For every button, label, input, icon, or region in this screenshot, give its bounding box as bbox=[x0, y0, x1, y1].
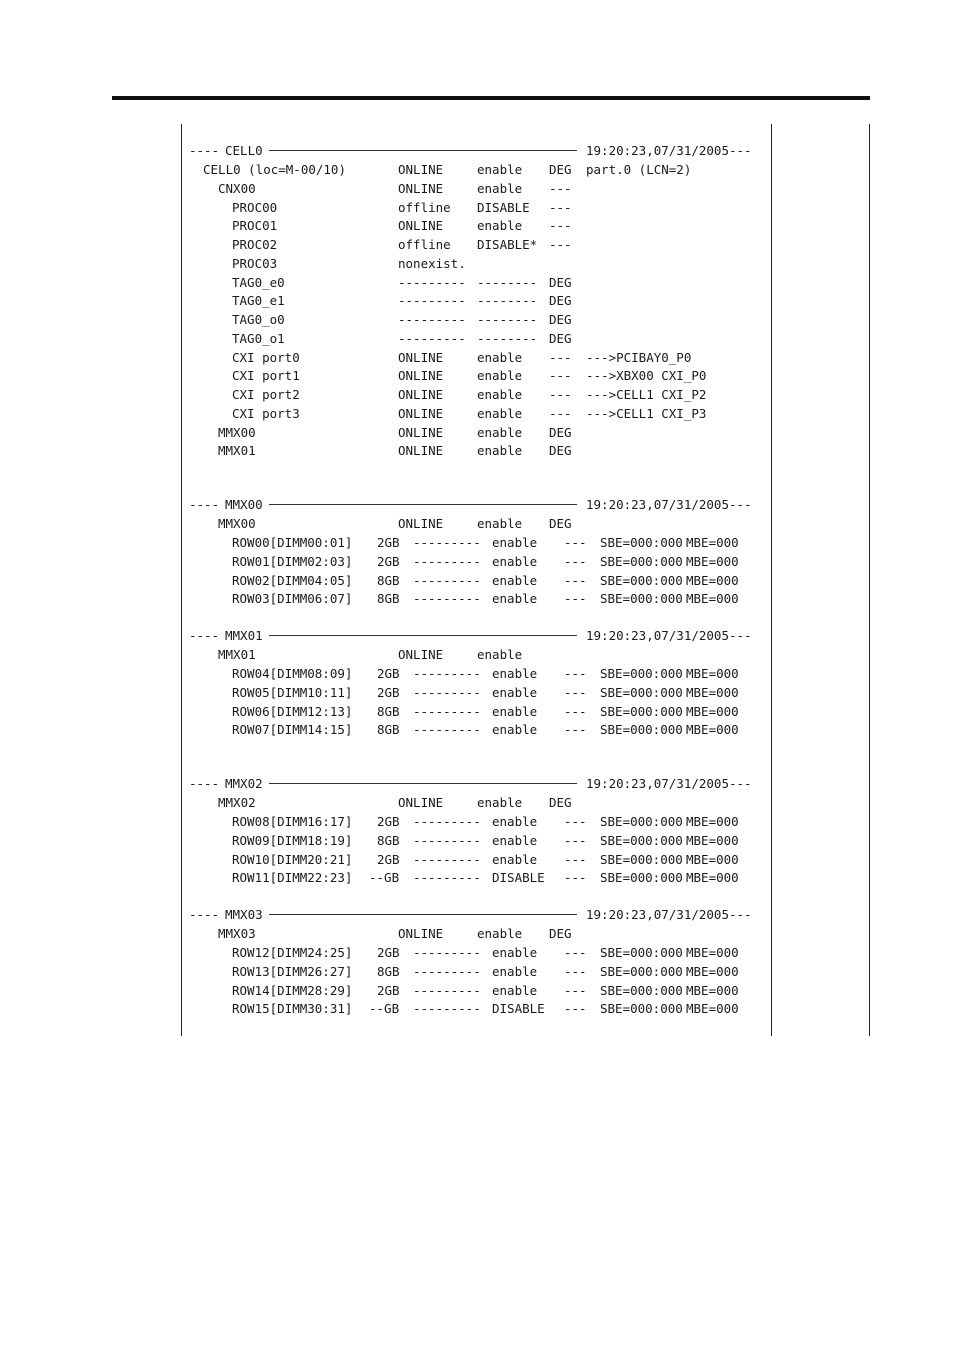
component-enable: enable bbox=[477, 180, 523, 196]
dimm-sbe: SBE=000:000 bbox=[600, 572, 683, 588]
header-name: MMX01 bbox=[225, 628, 263, 643]
dimm-state-dashes: --------- bbox=[413, 963, 481, 979]
component-state: offline bbox=[398, 199, 451, 215]
dimm-size: 2GB bbox=[377, 814, 400, 829]
dimm-size: 8GB bbox=[377, 591, 400, 607]
component-state: ONLINE bbox=[398, 405, 444, 421]
dimm-mbe: MBE=000 bbox=[686, 832, 739, 848]
console-line bbox=[189, 179, 769, 198]
header-lead-dashes: ---- bbox=[189, 776, 220, 791]
dimm-mbe: MBE=000 bbox=[686, 870, 739, 886]
dimm-size: --GB bbox=[369, 870, 400, 886]
dimm-status: enable bbox=[492, 982, 538, 998]
header-timestamp: 19:20:23,07/31/2005 bbox=[586, 143, 729, 158]
component-name: TAG0_e1 bbox=[232, 293, 285, 309]
dimm-row-id: ROW02[DIMM04:05] bbox=[232, 572, 353, 588]
console-line bbox=[189, 793, 769, 812]
header-lead-dashes: ---- bbox=[189, 907, 220, 922]
dimm-deg: --- bbox=[564, 945, 587, 960]
dimm-mbe: MBE=000 bbox=[686, 1001, 739, 1017]
dimm-state-dashes: --------- bbox=[413, 851, 481, 867]
dimm-deg: --- bbox=[564, 572, 587, 588]
dimm-status: enable bbox=[492, 832, 538, 848]
dimm-size: 2GB bbox=[377, 535, 400, 550]
dimm-row-id: ROW07[DIMM14:15] bbox=[232, 722, 353, 738]
component-deg: --- bbox=[549, 199, 572, 215]
console-line bbox=[189, 141, 769, 160]
component-name: TAG0_o0 bbox=[232, 312, 285, 327]
console-line bbox=[189, 441, 769, 460]
header-dash-rule bbox=[269, 635, 577, 636]
console-line bbox=[189, 831, 769, 850]
console-line bbox=[189, 981, 769, 1000]
dimm-mbe: MBE=000 bbox=[686, 851, 739, 867]
component-name: PROC02 bbox=[232, 237, 278, 252]
dimm-mbe: MBE=000 bbox=[686, 553, 739, 569]
dimm-deg: --- bbox=[564, 870, 587, 886]
console-line bbox=[189, 533, 769, 552]
dimm-state-dashes: --------- bbox=[413, 703, 481, 719]
console-line bbox=[189, 868, 769, 887]
console-line bbox=[189, 626, 769, 645]
component-state: ONLINE bbox=[398, 180, 444, 196]
component-deg: DEG bbox=[549, 330, 572, 346]
component-state: offline bbox=[398, 237, 451, 252]
dimm-size: 2GB bbox=[377, 553, 400, 569]
console-line bbox=[189, 216, 769, 235]
console-line bbox=[189, 720, 769, 739]
component-enable: -------- bbox=[477, 312, 538, 327]
dimm-state-dashes: --------- bbox=[413, 945, 481, 960]
component-state: --------- bbox=[398, 312, 466, 327]
dimm-sbe: SBE=000:000 bbox=[600, 553, 683, 569]
dimm-row-id: ROW09[DIMM18:19] bbox=[232, 832, 353, 848]
component-name: CELL0 (loc=M-00/10) bbox=[203, 162, 346, 177]
header-lead-dashes: ---- bbox=[189, 628, 220, 643]
mmx-enable: enable bbox=[477, 516, 523, 531]
dimm-size: 2GB bbox=[377, 945, 400, 960]
dimm-deg: --- bbox=[564, 832, 587, 848]
component-state: ONLINE bbox=[398, 387, 444, 402]
mmx-state: ONLINE bbox=[398, 926, 444, 941]
mmx-state: ONLINE bbox=[398, 795, 444, 810]
dimm-status: enable bbox=[492, 535, 538, 550]
console-line bbox=[189, 812, 769, 831]
dimm-mbe: MBE=000 bbox=[686, 945, 739, 960]
dimm-sbe: SBE=000:000 bbox=[600, 832, 683, 848]
console-line bbox=[189, 366, 769, 385]
component-note: --->XBX00 CXI_P0 bbox=[586, 368, 707, 384]
component-enable: -------- bbox=[477, 330, 538, 346]
header-name: MMX02 bbox=[225, 776, 263, 791]
header-dash-rule bbox=[269, 914, 577, 915]
dimm-row-id: ROW01[DIMM02:03] bbox=[232, 553, 353, 569]
component-enable: enable bbox=[477, 424, 523, 440]
console-line bbox=[189, 589, 769, 608]
dimm-state-dashes: --------- bbox=[413, 572, 481, 588]
dimm-deg: --- bbox=[564, 722, 587, 738]
dimm-state-dashes: --------- bbox=[413, 553, 481, 569]
component-deg: --- bbox=[549, 405, 572, 421]
component-deg: --- bbox=[549, 349, 572, 365]
dimm-status: enable bbox=[492, 684, 538, 700]
component-state: ONLINE bbox=[398, 443, 444, 459]
frame-right-border bbox=[771, 124, 772, 1036]
mmx-state: ONLINE bbox=[398, 647, 444, 662]
component-state: ONLINE bbox=[398, 162, 444, 177]
console-line bbox=[189, 291, 769, 310]
dimm-mbe: MBE=000 bbox=[686, 982, 739, 998]
mmx-name: MMX01 bbox=[218, 647, 256, 662]
dimm-state-dashes: --------- bbox=[413, 870, 481, 886]
console-line bbox=[189, 514, 769, 533]
mmx-state: ONLINE bbox=[398, 516, 444, 531]
dimm-sbe: SBE=000:000 bbox=[600, 722, 683, 738]
console-line bbox=[189, 999, 769, 1018]
component-enable: enable bbox=[477, 162, 523, 177]
dimm-size: 8GB bbox=[377, 963, 400, 979]
console-line bbox=[189, 329, 769, 348]
component-enable: enable bbox=[477, 368, 523, 384]
mmx-enable: enable bbox=[477, 647, 523, 662]
console-line bbox=[189, 495, 769, 514]
dimm-sbe: SBE=000:000 bbox=[600, 591, 683, 607]
dimm-row-id: ROW10[DIMM20:21] bbox=[232, 851, 353, 867]
dimm-row-id: ROW00[DIMM00:01] bbox=[232, 535, 353, 550]
dimm-mbe: MBE=000 bbox=[686, 535, 739, 550]
dimm-status: enable bbox=[492, 572, 538, 588]
component-enable: -------- bbox=[477, 274, 538, 290]
dimm-mbe: MBE=000 bbox=[686, 684, 739, 700]
console-line bbox=[189, 905, 769, 924]
dimm-status: enable bbox=[492, 945, 538, 960]
dimm-sbe: SBE=000:000 bbox=[600, 945, 683, 960]
component-name: TAG0_o1 bbox=[232, 330, 285, 346]
dimm-mbe: MBE=000 bbox=[686, 572, 739, 588]
header-dash-rule bbox=[269, 504, 577, 505]
mmx-name: MMX02 bbox=[218, 795, 256, 810]
component-deg: DEG bbox=[549, 312, 572, 327]
dimm-row-id: ROW06[DIMM12:13] bbox=[232, 703, 353, 719]
page-top-rule bbox=[112, 96, 870, 100]
component-state: --------- bbox=[398, 293, 466, 309]
component-deg: --- bbox=[549, 237, 572, 252]
console-line bbox=[189, 310, 769, 329]
component-name: MMX00 bbox=[218, 424, 256, 440]
header-name: MMX00 bbox=[225, 497, 263, 512]
dimm-size: 8GB bbox=[377, 722, 400, 738]
header-timestamp: 19:20:23,07/31/2005 bbox=[586, 907, 729, 922]
console-output bbox=[189, 141, 769, 1031]
console-line bbox=[189, 702, 769, 721]
console-line bbox=[189, 273, 769, 292]
dimm-sbe: SBE=000:000 bbox=[600, 851, 683, 867]
dimm-sbe: SBE=000:000 bbox=[600, 870, 683, 886]
dimm-size: 8GB bbox=[377, 572, 400, 588]
component-state: ONLINE bbox=[398, 368, 444, 384]
dimm-deg: --- bbox=[564, 851, 587, 867]
component-state: ONLINE bbox=[398, 424, 444, 440]
dimm-state-dashes: --------- bbox=[413, 666, 481, 681]
component-note: --->CELL1 CXI_P3 bbox=[586, 405, 707, 421]
mmx-deg: DEG bbox=[549, 795, 572, 810]
dimm-size: 8GB bbox=[377, 832, 400, 848]
dimm-size: 2GB bbox=[377, 982, 400, 998]
dimm-state-dashes: --------- bbox=[413, 814, 481, 829]
console-line bbox=[189, 385, 769, 404]
dimm-state-dashes: --------- bbox=[413, 832, 481, 848]
console-line bbox=[189, 198, 769, 217]
component-deg: DEG bbox=[549, 274, 572, 290]
dimm-size: 2GB bbox=[377, 666, 400, 681]
console-line bbox=[189, 645, 769, 664]
console-line bbox=[189, 664, 769, 683]
header-name: CELL0 bbox=[225, 143, 263, 158]
component-enable: enable bbox=[477, 349, 523, 365]
header-dash-rule bbox=[269, 783, 577, 784]
dimm-row-id: ROW15[DIMM30:31] bbox=[232, 1001, 353, 1017]
component-name: CNX00 bbox=[218, 180, 256, 196]
dimm-mbe: MBE=000 bbox=[686, 703, 739, 719]
component-note: --->CELL1 CXI_P2 bbox=[586, 387, 707, 402]
console-line bbox=[189, 423, 769, 442]
dimm-status: enable bbox=[492, 814, 538, 829]
component-deg: DEG bbox=[549, 443, 572, 459]
header-timestamp: 19:20:23,07/31/2005 bbox=[586, 497, 729, 512]
header-trail-dashes: --- bbox=[729, 776, 752, 791]
component-enable: enable bbox=[477, 443, 523, 459]
console-line bbox=[189, 235, 769, 254]
dimm-sbe: SBE=000:000 bbox=[600, 684, 683, 700]
dimm-size: --GB bbox=[369, 1001, 400, 1017]
console-line bbox=[189, 683, 769, 702]
dimm-row-id: ROW11[DIMM22:23] bbox=[232, 870, 353, 886]
dimm-row-id: ROW12[DIMM24:25] bbox=[232, 945, 353, 960]
dimm-deg: --- bbox=[564, 553, 587, 569]
mmx-name: MMX00 bbox=[218, 516, 256, 531]
dimm-row-id: ROW14[DIMM28:29] bbox=[232, 982, 353, 998]
header-trail-dashes: --- bbox=[729, 497, 752, 512]
dimm-state-dashes: --------- bbox=[413, 722, 481, 738]
dimm-status: enable bbox=[492, 851, 538, 867]
header-trail-dashes: --- bbox=[729, 907, 752, 922]
dimm-status: DISABLE bbox=[492, 1001, 545, 1017]
dimm-deg: --- bbox=[564, 535, 587, 550]
dimm-deg: --- bbox=[564, 814, 587, 829]
console-line bbox=[189, 160, 769, 179]
dimm-sbe: SBE=000:000 bbox=[600, 963, 683, 979]
dimm-deg: --- bbox=[564, 591, 587, 607]
component-state: ONLINE bbox=[398, 349, 444, 365]
component-name: CXI port3 bbox=[232, 405, 300, 421]
component-deg: --- bbox=[549, 180, 572, 196]
component-enable: enable bbox=[477, 387, 523, 402]
dimm-status: enable bbox=[492, 666, 538, 681]
component-name: PROC03 bbox=[232, 255, 278, 271]
console-line bbox=[189, 254, 769, 273]
dimm-state-dashes: --------- bbox=[413, 535, 481, 550]
header-timestamp: 19:20:23,07/31/2005 bbox=[586, 776, 729, 791]
console-line bbox=[189, 552, 769, 571]
dimm-status: enable bbox=[492, 703, 538, 719]
component-name: CXI port2 bbox=[232, 387, 300, 402]
dimm-status: enable bbox=[492, 553, 538, 569]
dimm-size: 2GB bbox=[377, 851, 400, 867]
console-line bbox=[189, 774, 769, 793]
header-trail-dashes: --- bbox=[729, 143, 752, 158]
mmx-name: MMX03 bbox=[218, 926, 256, 941]
component-deg: DEG bbox=[549, 293, 572, 309]
console-line bbox=[189, 348, 769, 367]
component-state: --------- bbox=[398, 274, 466, 290]
mmx-deg: DEG bbox=[549, 926, 572, 941]
component-note: part.0 (LCN=2) bbox=[586, 162, 692, 177]
dimm-row-id: ROW05[DIMM10:11] bbox=[232, 684, 353, 700]
dimm-mbe: MBE=000 bbox=[686, 591, 739, 607]
component-enable: DISABLE* bbox=[477, 237, 538, 252]
console-line bbox=[189, 571, 769, 590]
dimm-status: enable bbox=[492, 963, 538, 979]
console-line bbox=[189, 850, 769, 869]
console-line bbox=[189, 924, 769, 943]
header-trail-dashes: --- bbox=[729, 628, 752, 643]
dimm-row-id: ROW03[DIMM06:07] bbox=[232, 591, 353, 607]
dimm-deg: --- bbox=[564, 982, 587, 998]
dimm-sbe: SBE=000:000 bbox=[600, 703, 683, 719]
header-lead-dashes: ---- bbox=[189, 497, 220, 512]
frame-left-border bbox=[181, 124, 182, 1036]
dimm-state-dashes: --------- bbox=[413, 684, 481, 700]
component-state: nonexist. bbox=[398, 255, 466, 271]
component-enable: DISABLE bbox=[477, 199, 530, 215]
component-deg: DEG bbox=[549, 162, 572, 177]
dimm-sbe: SBE=000:000 bbox=[600, 814, 683, 829]
dimm-state-dashes: --------- bbox=[413, 982, 481, 998]
mmx-enable: enable bbox=[477, 926, 523, 941]
component-note: --->PCIBAY0_P0 bbox=[586, 349, 692, 365]
component-name: PROC00 bbox=[232, 199, 278, 215]
dimm-mbe: MBE=000 bbox=[686, 963, 739, 979]
console-line bbox=[189, 404, 769, 423]
header-dash-rule bbox=[269, 150, 577, 151]
dimm-row-id: ROW13[DIMM26:27] bbox=[232, 963, 353, 979]
dimm-deg: --- bbox=[564, 684, 587, 700]
dimm-status: enable bbox=[492, 722, 538, 738]
dimm-mbe: MBE=000 bbox=[686, 722, 739, 738]
dimm-sbe: SBE=000:000 bbox=[600, 666, 683, 681]
dimm-deg: --- bbox=[564, 963, 587, 979]
component-state: --------- bbox=[398, 330, 466, 346]
component-name: TAG0_e0 bbox=[232, 274, 285, 290]
dimm-size: 2GB bbox=[377, 684, 400, 700]
page-right-border bbox=[869, 124, 870, 1036]
component-deg: --- bbox=[549, 218, 572, 234]
component-name: PROC01 bbox=[232, 218, 278, 234]
dimm-mbe: MBE=000 bbox=[686, 814, 739, 829]
dimm-sbe: SBE=000:000 bbox=[600, 1001, 683, 1017]
component-deg: DEG bbox=[549, 424, 572, 440]
component-enable: -------- bbox=[477, 293, 538, 309]
component-state: ONLINE bbox=[398, 218, 444, 234]
dimm-deg: --- bbox=[564, 1001, 587, 1017]
dimm-row-id: ROW04[DIMM08:09] bbox=[232, 666, 353, 681]
dimm-deg: --- bbox=[564, 703, 587, 719]
component-deg: --- bbox=[549, 368, 572, 384]
dimm-size: 8GB bbox=[377, 703, 400, 719]
component-name: MMX01 bbox=[218, 443, 256, 459]
dimm-status: enable bbox=[492, 591, 538, 607]
dimm-mbe: MBE=000 bbox=[686, 666, 739, 681]
console-line bbox=[189, 943, 769, 962]
dimm-row-id: ROW08[DIMM16:17] bbox=[232, 814, 353, 829]
console-line bbox=[189, 962, 769, 981]
dimm-status: DISABLE bbox=[492, 870, 545, 886]
component-deg: --- bbox=[549, 387, 572, 402]
mmx-enable: enable bbox=[477, 795, 523, 810]
dimm-state-dashes: --------- bbox=[413, 1001, 481, 1017]
dimm-deg: --- bbox=[564, 666, 587, 681]
component-enable: enable bbox=[477, 218, 523, 234]
header-timestamp: 19:20:23,07/31/2005 bbox=[586, 628, 729, 643]
component-name: CXI port1 bbox=[232, 368, 300, 384]
mmx-deg: DEG bbox=[549, 516, 572, 531]
component-enable: enable bbox=[477, 405, 523, 421]
component-name: CXI port0 bbox=[232, 349, 300, 365]
dimm-sbe: SBE=000:000 bbox=[600, 982, 683, 998]
header-name: MMX03 bbox=[225, 907, 263, 922]
dimm-sbe: SBE=000:000 bbox=[600, 535, 683, 550]
header-lead-dashes: ---- bbox=[189, 143, 220, 158]
dimm-state-dashes: --------- bbox=[413, 591, 481, 607]
